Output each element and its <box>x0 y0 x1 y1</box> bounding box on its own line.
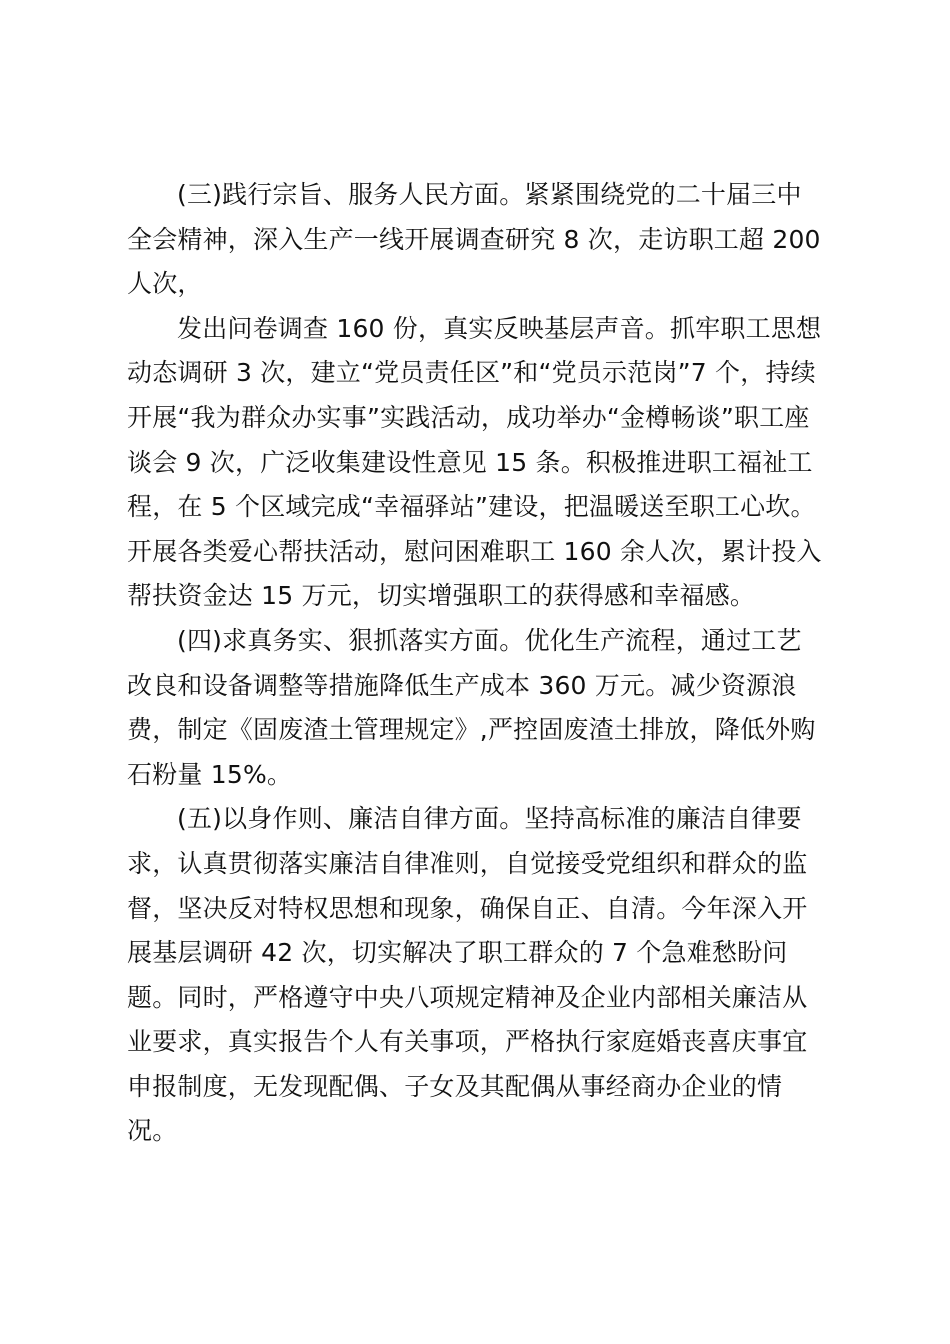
text-line: 石粉量 15%。 <box>127 759 293 789</box>
text-line: 开展“我为群众办实事”实践活动，成功举办“金樽畅谈”职工座 <box>127 402 810 432</box>
text-line: 费，制定《固废渣土管理规定》,严控固废渣土排放，降低外购 <box>127 715 816 745</box>
text-line: 人次， <box>127 269 203 299</box>
text-line: 求，认真贯彻落实廉洁自律准则，自觉接受党组织和群众的监 <box>127 848 808 878</box>
text-line: 改良和设备调整等措施降低生产成本 360 万元。减少资源浪 <box>127 670 797 700</box>
paragraph-start-line: 发出问卷调查 160 份，真实反映基层声音。抓牢职工思想 <box>177 313 822 343</box>
text-line: 况。 <box>127 1116 178 1146</box>
document-body <box>127 173 827 1154</box>
text-line: 程，在 5 个区域完成“幸福驿站”建设，把温暖送至职工心坎。 <box>127 492 816 522</box>
text-line: 题。同时，严格遵守中央八项规定精神及企业内部相关廉洁从 <box>127 982 808 1012</box>
text-line: 申报制度，无发现配偶、子女及其配偶从事经商办企业的情 <box>127 1071 783 1101</box>
text-line: 展基层调研 42 次，切实解决了职工群众的 7 个急难愁盼问 <box>127 938 788 968</box>
text-line: 动态调研 3 次，建立“党员责任区”和“党员示范岗”7 个，持续 <box>127 358 816 388</box>
text-line: 全会精神，深入生产一线开展调查研究 8 次，走访职工超 200 <box>127 224 821 254</box>
text-line: 谈会 9 次，广泛收集建设性意见 15 条。积极推进职工福祉工 <box>127 447 813 477</box>
paragraph-3-heading-line: (三)践行宗旨、服务人民方面。紧紧围绕党的二十届三中 <box>177 180 802 209</box>
text-line: 帮扶资金达 15 万元，切实增强职工的获得感和幸福感。 <box>127 581 756 611</box>
paragraph-4-heading-line: (四)求真务实、狠抓落实方面。优化生产流程，通过工艺 <box>177 625 802 655</box>
text-line: 业要求，真实报告个人有关事项，严格执行家庭婚丧喜庆事宜 <box>127 1027 808 1057</box>
text-line: 开展各类爱心帮扶活动，慰问困难职工 160 余人次，累计投入 <box>127 536 822 566</box>
paragraph-5-heading-line: (五)以身作则、廉洁自律方面。坚持高标准的廉洁自律要 <box>177 804 802 834</box>
text-line: 督，坚决反对特权思想和现象，确保自正、自清。今年深入开 <box>127 893 808 923</box>
